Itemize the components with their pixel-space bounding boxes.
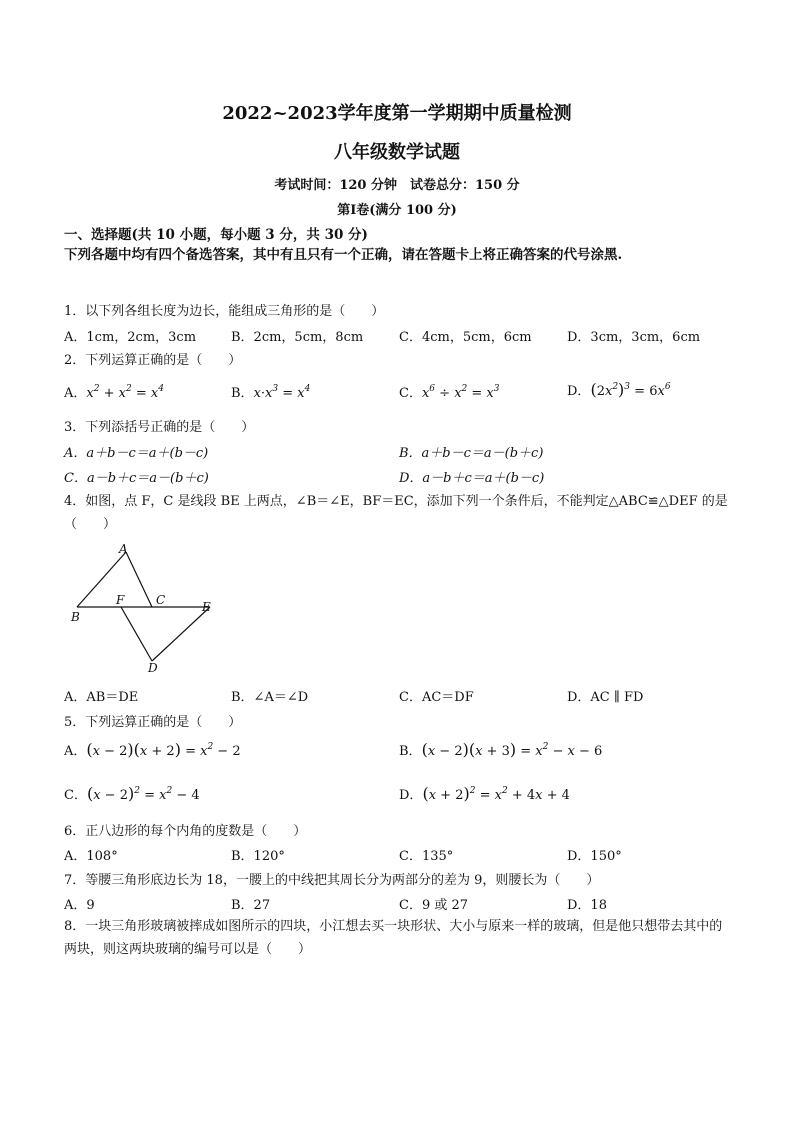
exam-title: 2022~2023学年度第一学期期中质量检测 [222,103,572,124]
figure-label-b: B [71,610,80,624]
part-title: 第Ⅰ卷(满分 100 分) [337,203,457,218]
question-7-stem: 7．等腰三角形底边长为 18，一腰上的中线把其周长分为两部分的差为 9，则腰长为（ ） [64,873,600,888]
question-3-stem: 3．下列添括号正确的是（ ） [64,420,255,435]
question-5-label-c: C． [64,788,87,803]
question-3-option-d: D．a－b＋c＝a＋(b－c) [399,471,545,486]
question-1-option-d: D．3cm，3cm，6cm [567,330,701,345]
exam-subtitle: 八年级数学试题 [334,142,460,163]
question-2-option-d [567,380,671,399]
question-2-formula-d: $(2x^2)^3 = 6x^6$ [590,380,671,399]
question-4-option-a: A．AB＝DE [64,690,139,705]
question-3-option-b: B．a＋b－c＝a－(b＋c) [399,446,544,461]
question-5-label-b: B． [399,744,422,759]
figure-label-d: D [148,661,158,675]
exam-info: 考试时间：120 分钟 试卷总分：150 分 [274,178,520,193]
question-1-option-c: C．4cm，5cm，6cm [399,330,532,345]
question-5-option-a [64,740,241,759]
question-5-formula-d: $(x + 2)^2 = x^2 + 4x + 4$ [422,784,570,803]
question-5-label-d: D． [399,788,423,803]
question-5-stem: 5．下列运算正确的是（ ） [64,715,242,730]
figure-label-f: F [116,593,125,607]
question-2-formula-c: $x^6 \div x^2 = x^3$ [421,384,500,401]
question-4-option-c: C．AC＝DF [399,690,474,705]
question-2-option-b [231,382,310,401]
segment-de [152,607,210,661]
question-2-stem: 2．下列运算正确的是（ ） [64,353,242,368]
question-2-label-d: D． [567,384,591,399]
question-6-option-b: B．120° [231,849,285,864]
question-4-stem: 4．如图，点 F，C 是线段 BE 上两点，∠B＝∠E，BF＝EC，添加下列一个条件后，不能判定△ABC≌△DEF 的是（ ） [64,494,728,532]
section-heading: 一、选择题(共 10 小题，每小题 3 分，共 30 分) [64,227,368,243]
question-5-option-c [64,784,200,803]
question-5-label-a: A． [64,744,87,759]
question-6-option-d: D．150° [567,849,622,864]
question-6-stem: 6．正八边形的每个内角的度数是（ ） [64,824,307,839]
question-4-option-b: B．∠A＝∠D [231,690,309,705]
figure-label-e: E [202,600,211,614]
question-5-formula-a: $(x - 2)(x + 2) = x^2 - 2$ [86,740,241,759]
question-4-figure [60,538,230,678]
question-6-option-c: C．135° [399,849,454,864]
question-5-formula-b: $(x - 2)(x + 3) = x^2 - x - 6$ [421,740,603,759]
figure-label-c: C [156,593,166,607]
question-1-option-a: A．1cm，2cm，3cm [64,330,197,345]
question-3-option-c: C．a－b＋c＝a－(b＋c) [64,471,209,486]
question-4-option-d: D．AC ∥ FD [567,690,644,705]
question-1-option-b: B．2cm，5cm，8cm [231,330,364,345]
segment-ac [126,552,152,607]
question-2-formula-b: $x\cdot x^3 = x^4$ [253,384,311,401]
question-2-option-a [64,382,164,401]
section-instruction: 下列各题中均有四个备选答案，其中有且只有一个正确，请在答题卡上将正确答案的代号涂黑. [64,247,623,263]
question-2-label-b: B． [231,386,254,401]
question-2-option-c [399,382,500,401]
question-7-option-b: B．27 [231,898,271,913]
question-2-formula-a: $x^2 + x^2 = x^4$ [86,384,164,401]
question-6-option-a: A．108° [64,849,118,864]
question-7-option-c: C．9 或 27 [399,898,469,913]
question-2-label-a: A． [64,386,87,401]
segment-fd [121,607,152,661]
figure-label-a: A [119,542,128,556]
question-5-formula-c: $(x - 2)^2 = x^2 - 4$ [86,784,200,803]
question-5-option-d [399,784,570,803]
question-8-stem: 8．一块三角形玻璃被摔成如图所示的四块，小江想去买一块形状、大小与原来一样的玻璃，但是他只想带去其中的两块，则这两块玻璃的编号可以是（ ） [64,919,723,957]
question-1-stem: 1．以下列各组长度为边长，能组成三角形的是（ ） [64,304,385,319]
question-7-option-d: D．18 [567,898,607,913]
question-3-option-a: A．a＋b－c＝a＋(b－c) [64,446,209,461]
question-2-label-c: C． [399,386,422,401]
question-7-option-a: A．9 [64,898,95,913]
question-5-option-b [399,740,602,759]
